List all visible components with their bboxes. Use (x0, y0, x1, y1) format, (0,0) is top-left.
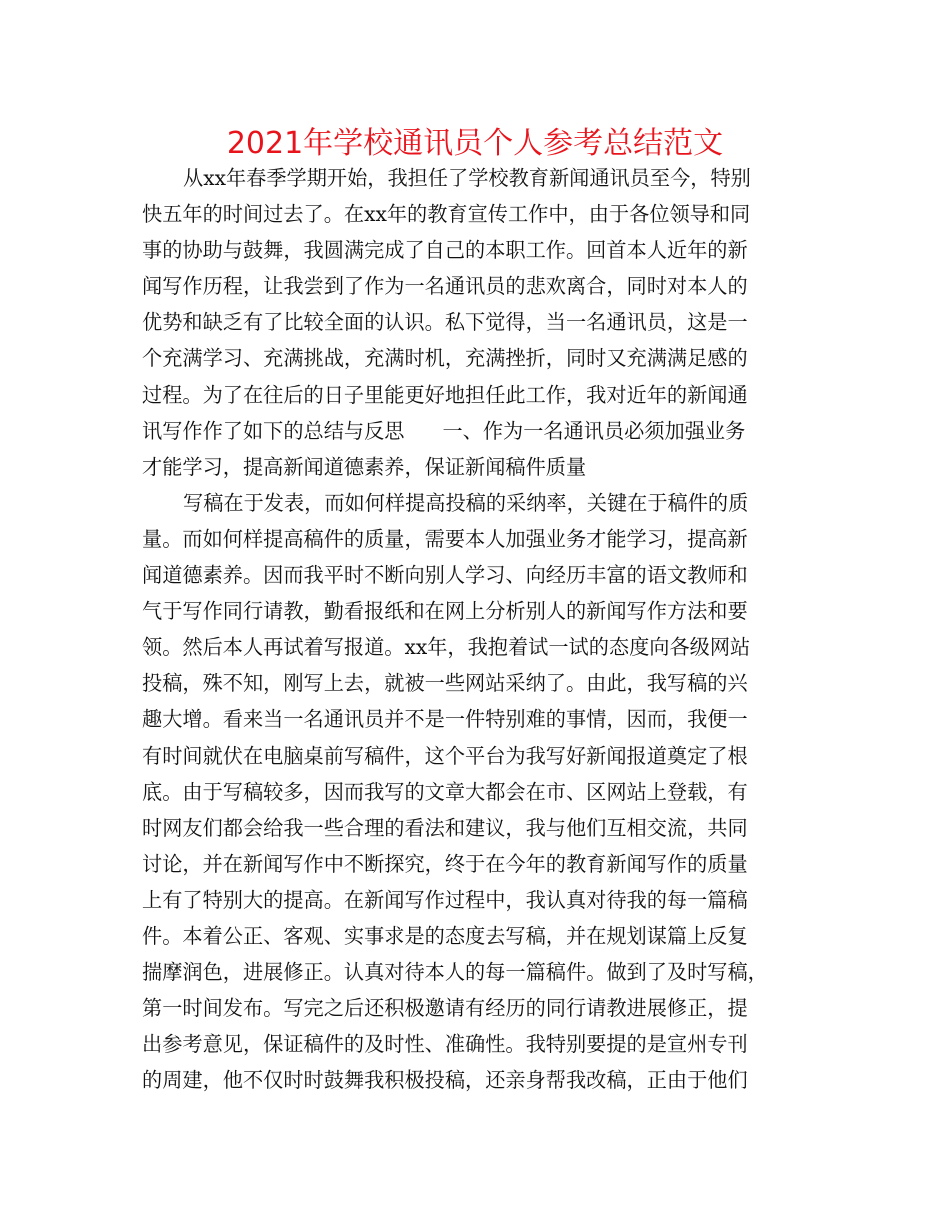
paragraph-line: 第一时间发布。写完之后还积极邀请有经历的同行请教进展修正，提 (142, 996, 748, 1021)
paragraph-line: 讨论，并在新闻写作中不断探究，终于在今年的教育新闻写作的质量 (142, 851, 748, 876)
paragraph-line: 出参考意见，保证稿件的及时性、准确性。我特别要提的是宣州专刊 (142, 1032, 748, 1057)
paragraph-writing (142, 485, 814, 1099)
paragraph-intro (142, 160, 814, 485)
paragraph-line: 过程。为了在往后的日子里能更好地担任此工作，我对近年的新闻通 (142, 382, 748, 407)
paragraph-line: 气于写作同行请教，勤看报纸和在网上分析别人的新闻写作方法和要 (142, 599, 748, 624)
paragraph-line: 件。本着公正、客观、实事求是的态度去写稿，并在规划谋篇上反复 (142, 923, 748, 948)
paragraph-line: 投稿，殊不知，刚写上去，就被一些网站采纳了。由此，我写稿的兴 (142, 671, 748, 696)
paragraph-line: 讯写作作了如下的总结与反思 (142, 418, 405, 443)
document-body (142, 160, 814, 1098)
paragraph-line: 领。然后本人再试着写报道。xx年，我抱着试一试的态度向各级网站 (142, 635, 751, 660)
paragraph-line: 的周建，他不仅时时鼓舞我积极投稿，还亲身帮我改稿，正由于他们 (142, 1068, 748, 1093)
paragraph-line: 有时间就伏在电脑桌前写稿件，这个平台为我写好新闻报道奠定了根 (142, 743, 748, 768)
document-title: 2021年学校通讯员个人参考总结范文 (226, 126, 724, 161)
paragraph-line: 上有了特别大的提高。在新闻写作过程中，我认真对待我的每一篇稿 (142, 887, 748, 912)
paragraph-line: 个充满学习、充满挑战，充满时机，充满挫折，同时又充满满足感的 (142, 346, 748, 371)
paragraph-line: 优势和缺乏有了比较全面的认识。私下觉得，当一名通讯员，这是一 (142, 310, 748, 335)
section-heading-continued: 才能学习，提高新闻道德素养，保证新闻稿件质量 (142, 454, 587, 479)
paragraph-line: 事的协助与鼓舞，我圆满完成了自己的本职工作。回首本人近年的新 (142, 238, 748, 263)
paragraph-line: 闻写作历程，让我尝到了作为一名通讯员的悲欢离合，同时对本人的 (142, 274, 748, 299)
paragraph-line-with-heading (142, 413, 814, 449)
paragraph-line: 闻道德素养。因而我平时不断向别人学习、向经历丰富的语文教师和 (142, 563, 748, 588)
section-heading: 一、作为一名通讯员必须加强业务 (442, 418, 746, 443)
paragraph-line: 趣大增。看来当一名通讯员并不是一件特别难的事情，因而，我便一 (142, 707, 748, 732)
paragraph-line: 量。而如何样提高稿件的质量，需要本人加强业务才能学习，提高新 (142, 526, 748, 551)
paragraph-line: 从xx年春季学期开始，我担任了学校教育新闻通讯员至今，特别 (183, 166, 751, 190)
paragraph-line: 写稿在于发表，而如何样提高投稿的采纳率，关键在于稿件的质 (183, 490, 749, 515)
paragraph-line: 底。由于写稿较多，因而我写的文章大都会在市、区网站上登载，有 (142, 779, 748, 804)
paragraph-line: 揣摩润色，进展修正。认真对待本人的每一篇稿件。做到了及时写稿， (142, 960, 768, 985)
paragraph-line: 快五年的时间过去了。在xx年的教育宣传工作中，由于各位领导和同 (142, 202, 751, 227)
paragraph-line: 时网友们都会给我一些合理的看法和建议，我与他们互相交流，共同 (142, 815, 748, 840)
